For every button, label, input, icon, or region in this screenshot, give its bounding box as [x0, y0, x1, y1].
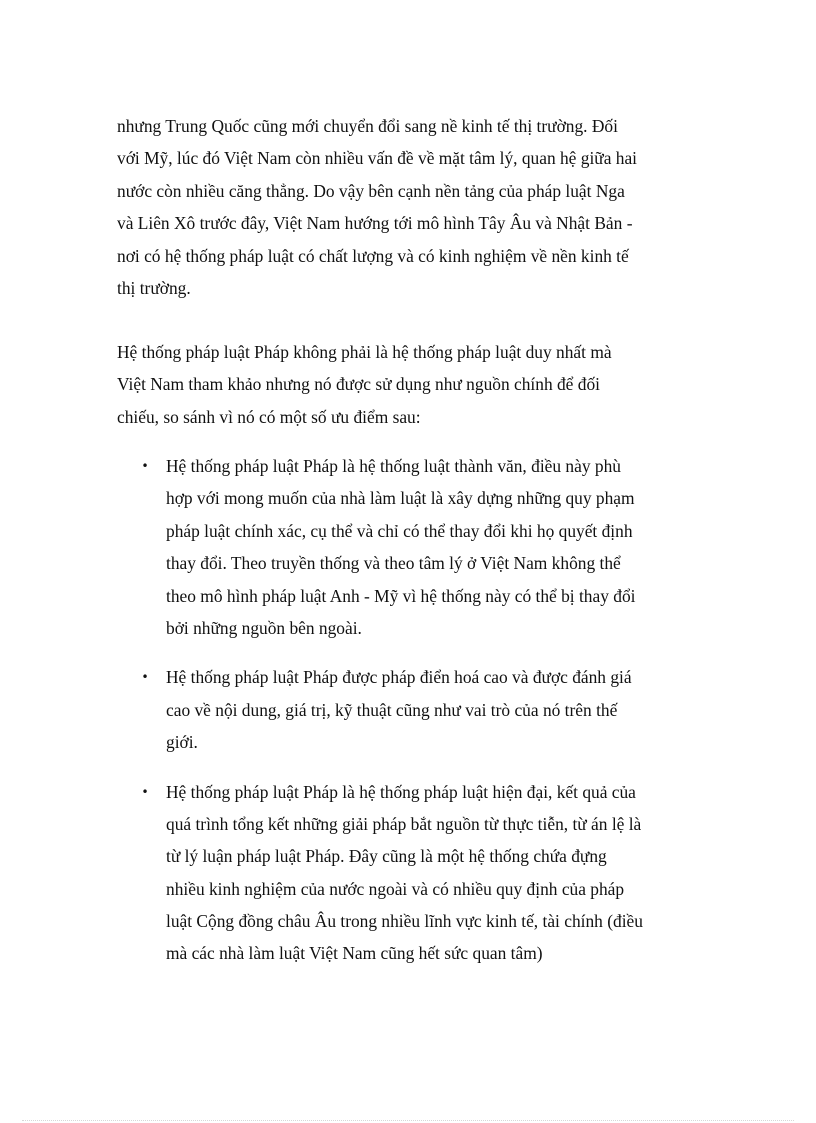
list-item-line: nhiều kinh nghiệm của nước ngoài và có nhiều quy định của pháp: [166, 878, 625, 899]
list-item: [117, 450, 697, 644]
paragraph-line: nhưng Trung Quốc cũng mới chuyển đổi sang nề kinh tế thị trường. Đối: [117, 116, 618, 136]
paragraph-line: Việt Nam tham khảo nhưng nó được sử dụng như nguồn chính để đối: [117, 374, 600, 395]
list-item-line: hợp với mong muốn của nhà làm luật là xây dựng những quy phạm: [166, 488, 635, 509]
list-item-line: bởi những nguồn bên ngoài.: [166, 617, 362, 638]
bullet-icon: •: [141, 459, 149, 473]
list-item-line: luật Cộng đồng châu Âu trong nhiều lĩnh vực kinh tế, tài chính (điều: [166, 911, 643, 932]
list-item-line: giới.: [166, 732, 198, 753]
paragraph-line: và Liên Xô trước đây, Việt Nam hướng tới mô hình Tây Âu và Nhật Bản -: [117, 213, 633, 234]
list-item-line: thay đổi. Theo truyền thống và theo tâm lý ở Việt Nam không thể: [166, 553, 621, 574]
list-item-line: theo mô hình pháp luật Anh - Mỹ vì hệ thống này có thể bị thay đổi: [166, 585, 636, 606]
bullet-icon: •: [141, 784, 149, 799]
list-item: [117, 776, 697, 970]
list-item: [117, 661, 697, 758]
paragraph-line: với Mỹ, lúc đó Việt Nam còn nhiều vấn đề về mặt tâm lý, quan hệ giữa hai: [117, 148, 638, 169]
list-item-line: Hệ thống pháp luật Pháp là hệ thống luật thành văn, điều này phù: [166, 456, 621, 476]
paragraph-line: chiếu, so sánh vì nó có một số ưu điểm sau:: [117, 406, 421, 427]
list-item-line: Hệ thống pháp luật Pháp được pháp điển hoá cao và được đánh giá: [166, 667, 632, 688]
paragraph-french-law-intro: [117, 336, 697, 433]
list-item-line: Hệ thống pháp luật Pháp là hệ thống pháp luật hiện đại, kết quả của: [166, 781, 636, 802]
bullet-icon: •: [141, 670, 149, 685]
paragraph-line: thị trường.: [117, 277, 191, 298]
list-item-line: từ lý luận pháp luật Pháp. Đây cũng là một hệ thống chứa đựng: [166, 846, 607, 867]
advantages-list: [117, 450, 697, 987]
list-item-line: pháp luật chính xác, cụ thể và chỉ có thể thay đổi khi họ quyết định: [166, 520, 633, 541]
list-item-line: quá trình tổng kết những giải pháp bắt nguồn từ thực tiễn, từ án lệ là: [166, 813, 642, 834]
list-item-line: cao về nội dung, giá trị, kỹ thuật cũng như vai trò của nó trên thế: [166, 699, 618, 720]
paragraph-line: nơi có hệ thống pháp luật có chất lượng và có kinh nghiệm về nền kinh tế: [117, 245, 629, 266]
paragraph-line: nước còn nhiều căng thẳng. Do vậy bên cạnh nền tảng của pháp luật Nga: [117, 180, 625, 201]
paragraph-line: Hệ thống pháp luật Pháp không phải là hệ thống pháp luật duy nhất mà: [117, 342, 612, 362]
paragraph-context: [117, 110, 697, 304]
page-bottom-divider: [22, 1120, 794, 1121]
list-item-line: mà các nhà làm luật Việt Nam cũng hết sức quan tâm): [166, 943, 543, 964]
